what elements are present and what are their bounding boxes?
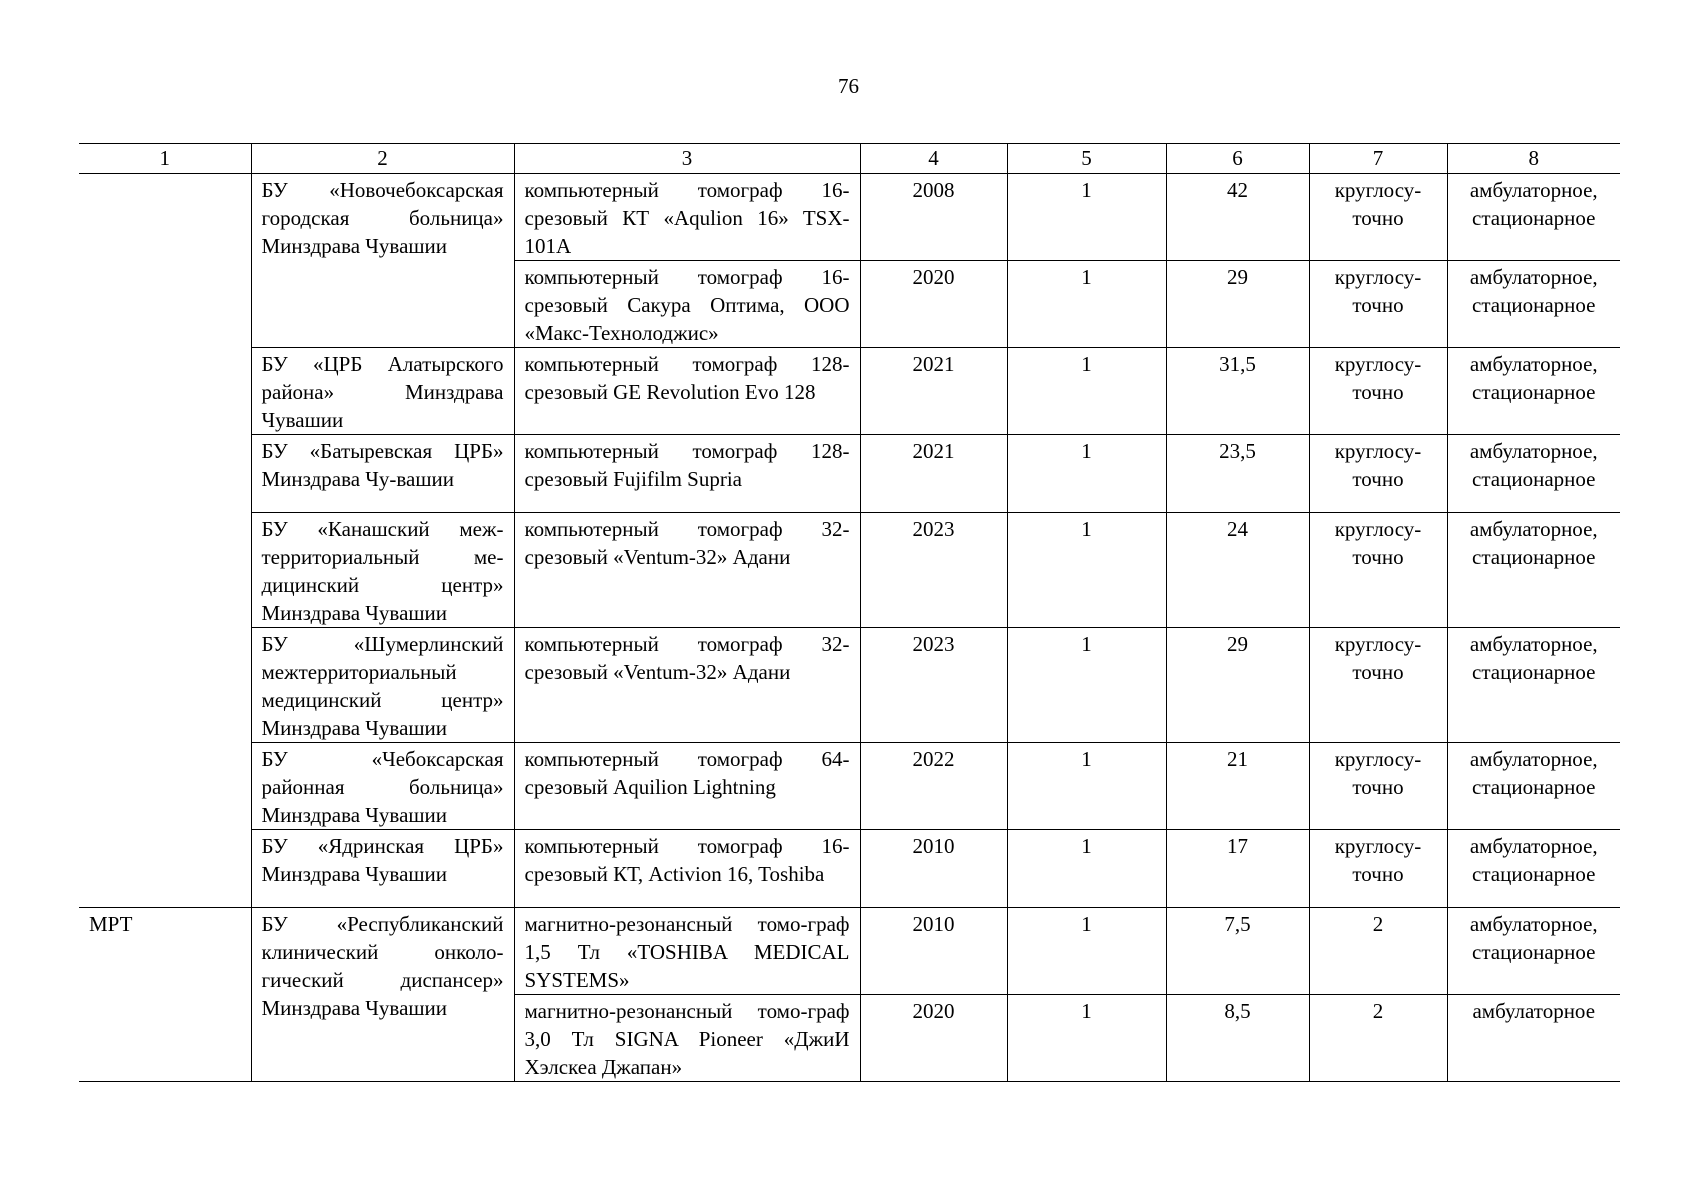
care-type-line: амбулаторное [1472, 999, 1596, 1023]
column-number: 2 [251, 144, 514, 174]
operating-mode-line: круглосу- [1334, 834, 1422, 858]
year-cell: 2020 [860, 261, 1007, 348]
institution-cell: БУ «ЦРБ Алатырского района» Минздрава Чувашии [251, 348, 514, 435]
year-cell: 2010 [860, 830, 1007, 908]
year-cell: 2008 [860, 174, 1007, 261]
care-type-line: стационарное [1472, 775, 1596, 799]
year-cell: 2021 [860, 348, 1007, 435]
load-cell: 29 [1166, 628, 1309, 743]
count-cell: 1 [1007, 174, 1166, 261]
institution-cell: БУ «Батыревская ЦРБ» Минздрава Чу-вашии [251, 435, 514, 513]
count-cell: 1 [1007, 743, 1166, 830]
institution-cell: БУ «Чебоксарская районная больница» Минздрава Чувашии [251, 743, 514, 830]
equipment-table [79, 143, 1620, 1082]
care-type-cell [1447, 513, 1620, 628]
count-cell: 1 [1007, 908, 1166, 995]
device-cell: компьютерный томограф 64-срезовый Aquilion Lightning [514, 743, 860, 830]
care-type-line: амбулаторное, [1469, 632, 1598, 656]
count-cell: 1 [1007, 995, 1166, 1082]
count-cell: 1 [1007, 348, 1166, 435]
operating-mode-line: круглосу- [1334, 439, 1422, 463]
operating-mode-cell [1309, 348, 1447, 435]
column-number: 6 [1166, 144, 1309, 174]
care-type-line: амбулаторное, [1469, 912, 1598, 936]
load-cell: 29 [1166, 261, 1309, 348]
device-cell: компьютерный томограф 128-срезовый Fujifilm Supria [514, 435, 860, 513]
year-cell: 2021 [860, 435, 1007, 513]
operating-mode-line: круглосу- [1334, 632, 1422, 656]
table-row [79, 830, 1620, 908]
operating-mode-line: точно [1352, 206, 1404, 230]
operating-mode-line: точно [1352, 862, 1404, 886]
care-type-line: стационарное [1472, 293, 1596, 317]
operating-mode-line: круглосу- [1334, 265, 1422, 289]
load-cell: 17 [1166, 830, 1309, 908]
load-cell: 7,5 [1166, 908, 1309, 995]
table-row [79, 743, 1620, 830]
care-type-cell [1447, 908, 1620, 995]
column-number-row [79, 144, 1620, 174]
device-cell: компьютерный томограф 16-срезовый КТ «Aqulion 16» TSX-101A [514, 174, 860, 261]
operating-mode-cell [1309, 830, 1447, 908]
count-cell: 1 [1007, 830, 1166, 908]
care-type-line: амбулаторное, [1469, 439, 1598, 463]
operating-mode-cell [1309, 628, 1447, 743]
device-cell: компьютерный томограф 16-срезовый Сакура Оптима, ООО «Макс-Технолоджис» [514, 261, 860, 348]
column-number: 7 [1309, 144, 1447, 174]
care-type-line: стационарное [1472, 862, 1596, 886]
equipment-type-cell [79, 174, 251, 908]
operating-mode-line: точно [1352, 660, 1404, 684]
year-cell: 2023 [860, 628, 1007, 743]
operating-mode-line: точно [1352, 467, 1404, 491]
page-number: 76 [838, 74, 859, 98]
device-cell: магнитно-резонансный томо-граф 1,5 Тл «TOSHIBA MEDICAL SYSTEMS» [514, 908, 860, 995]
care-type-cell [1447, 995, 1620, 1082]
count-cell: 1 [1007, 435, 1166, 513]
care-type-line: стационарное [1472, 940, 1596, 964]
operating-mode-line: круглосу- [1334, 178, 1422, 202]
care-type-cell [1447, 628, 1620, 743]
year-cell: 2010 [860, 908, 1007, 995]
institution-cell: БУ «Канашский меж-территориальный ме-дицинский центр» Минздрава Чувашии [251, 513, 514, 628]
institution-cell: БУ «Республиканский клинический онколо-гический диспансер» Минздрава Чувашии [251, 908, 514, 1082]
institution-cell: БУ «Новочебоксарская городская больница» Минздрава Чувашии [251, 174, 514, 348]
column-number: 3 [514, 144, 860, 174]
device-cell: компьютерный томограф 128-срезовый GE Revolution Evo 128 [514, 348, 860, 435]
care-type-line: амбулаторное, [1469, 352, 1598, 376]
care-type-line: стационарное [1472, 545, 1596, 569]
operating-mode-cell [1309, 261, 1447, 348]
count-cell: 1 [1007, 513, 1166, 628]
operating-mode-cell [1309, 908, 1447, 995]
column-number: 8 [1447, 144, 1620, 174]
device-cell: компьютерный томограф 32-срезовый «Ventum-32» Адани [514, 513, 860, 628]
care-type-line: амбулаторное, [1469, 265, 1598, 289]
institution-cell: БУ «Шумерлинский межтерриториальный медицинский центр» Минздрава Чувашии [251, 628, 514, 743]
load-cell: 8,5 [1166, 995, 1309, 1082]
operating-mode-line: точно [1352, 545, 1404, 569]
table-row [79, 348, 1620, 435]
equipment-type-cell: МРТ [79, 908, 251, 1082]
table-row [79, 435, 1620, 513]
operating-mode-cell [1309, 995, 1447, 1082]
care-type-line: стационарное [1472, 467, 1596, 491]
table-row [79, 908, 1620, 995]
table-row [79, 174, 1620, 261]
column-number: 1 [79, 144, 251, 174]
care-type-cell [1447, 435, 1620, 513]
table-row [79, 513, 1620, 628]
load-cell: 31,5 [1166, 348, 1309, 435]
load-cell: 23,5 [1166, 435, 1309, 513]
load-cell: 24 [1166, 513, 1309, 628]
table-row [79, 628, 1620, 743]
operating-mode-cell [1309, 174, 1447, 261]
care-type-line: стационарное [1472, 380, 1596, 404]
operating-mode-line: точно [1352, 380, 1404, 404]
year-cell: 2023 [860, 513, 1007, 628]
count-cell: 1 [1007, 628, 1166, 743]
operating-mode-line: точно [1352, 293, 1404, 317]
care-type-line: стационарное [1472, 206, 1596, 230]
care-type-line: амбулаторное, [1469, 178, 1598, 202]
operating-mode-cell [1309, 743, 1447, 830]
care-type-cell [1447, 743, 1620, 830]
device-cell: магнитно-резонансный томо-граф 3,0 Тл SIGNA Pioneer «ДжиИ Хэлскеа Джапан» [514, 995, 860, 1082]
care-type-cell [1447, 348, 1620, 435]
column-number: 5 [1007, 144, 1166, 174]
load-cell: 42 [1166, 174, 1309, 261]
column-number: 4 [860, 144, 1007, 174]
operating-mode-line: круглосу- [1334, 747, 1422, 771]
count-cell: 1 [1007, 261, 1166, 348]
operating-mode-line: круглосу- [1334, 352, 1422, 376]
operating-mode-line: 2 [1372, 999, 1384, 1023]
operating-mode-line: круглосу- [1334, 517, 1422, 541]
year-cell: 2022 [860, 743, 1007, 830]
care-type-line: амбулаторное, [1469, 747, 1598, 771]
care-type-cell [1447, 830, 1620, 908]
care-type-cell [1447, 261, 1620, 348]
care-type-line: амбулаторное, [1469, 834, 1598, 858]
operating-mode-cell [1309, 435, 1447, 513]
institution-cell: БУ «Ядринская ЦРБ» Минздрава Чувашии [251, 830, 514, 908]
operating-mode-line: 2 [1372, 912, 1384, 936]
operating-mode-line: точно [1352, 775, 1404, 799]
care-type-cell [1447, 174, 1620, 261]
year-cell: 2020 [860, 995, 1007, 1082]
table-body [79, 144, 1620, 1082]
operating-mode-cell [1309, 513, 1447, 628]
load-cell: 21 [1166, 743, 1309, 830]
care-type-line: стационарное [1472, 660, 1596, 684]
device-cell: компьютерный томограф 32-срезовый «Ventum-32» Адани [514, 628, 860, 743]
care-type-line: амбулаторное, [1469, 517, 1598, 541]
device-cell: компьютерный томограф 16-срезовый КТ, Activion 16, Toshiba [514, 830, 860, 908]
